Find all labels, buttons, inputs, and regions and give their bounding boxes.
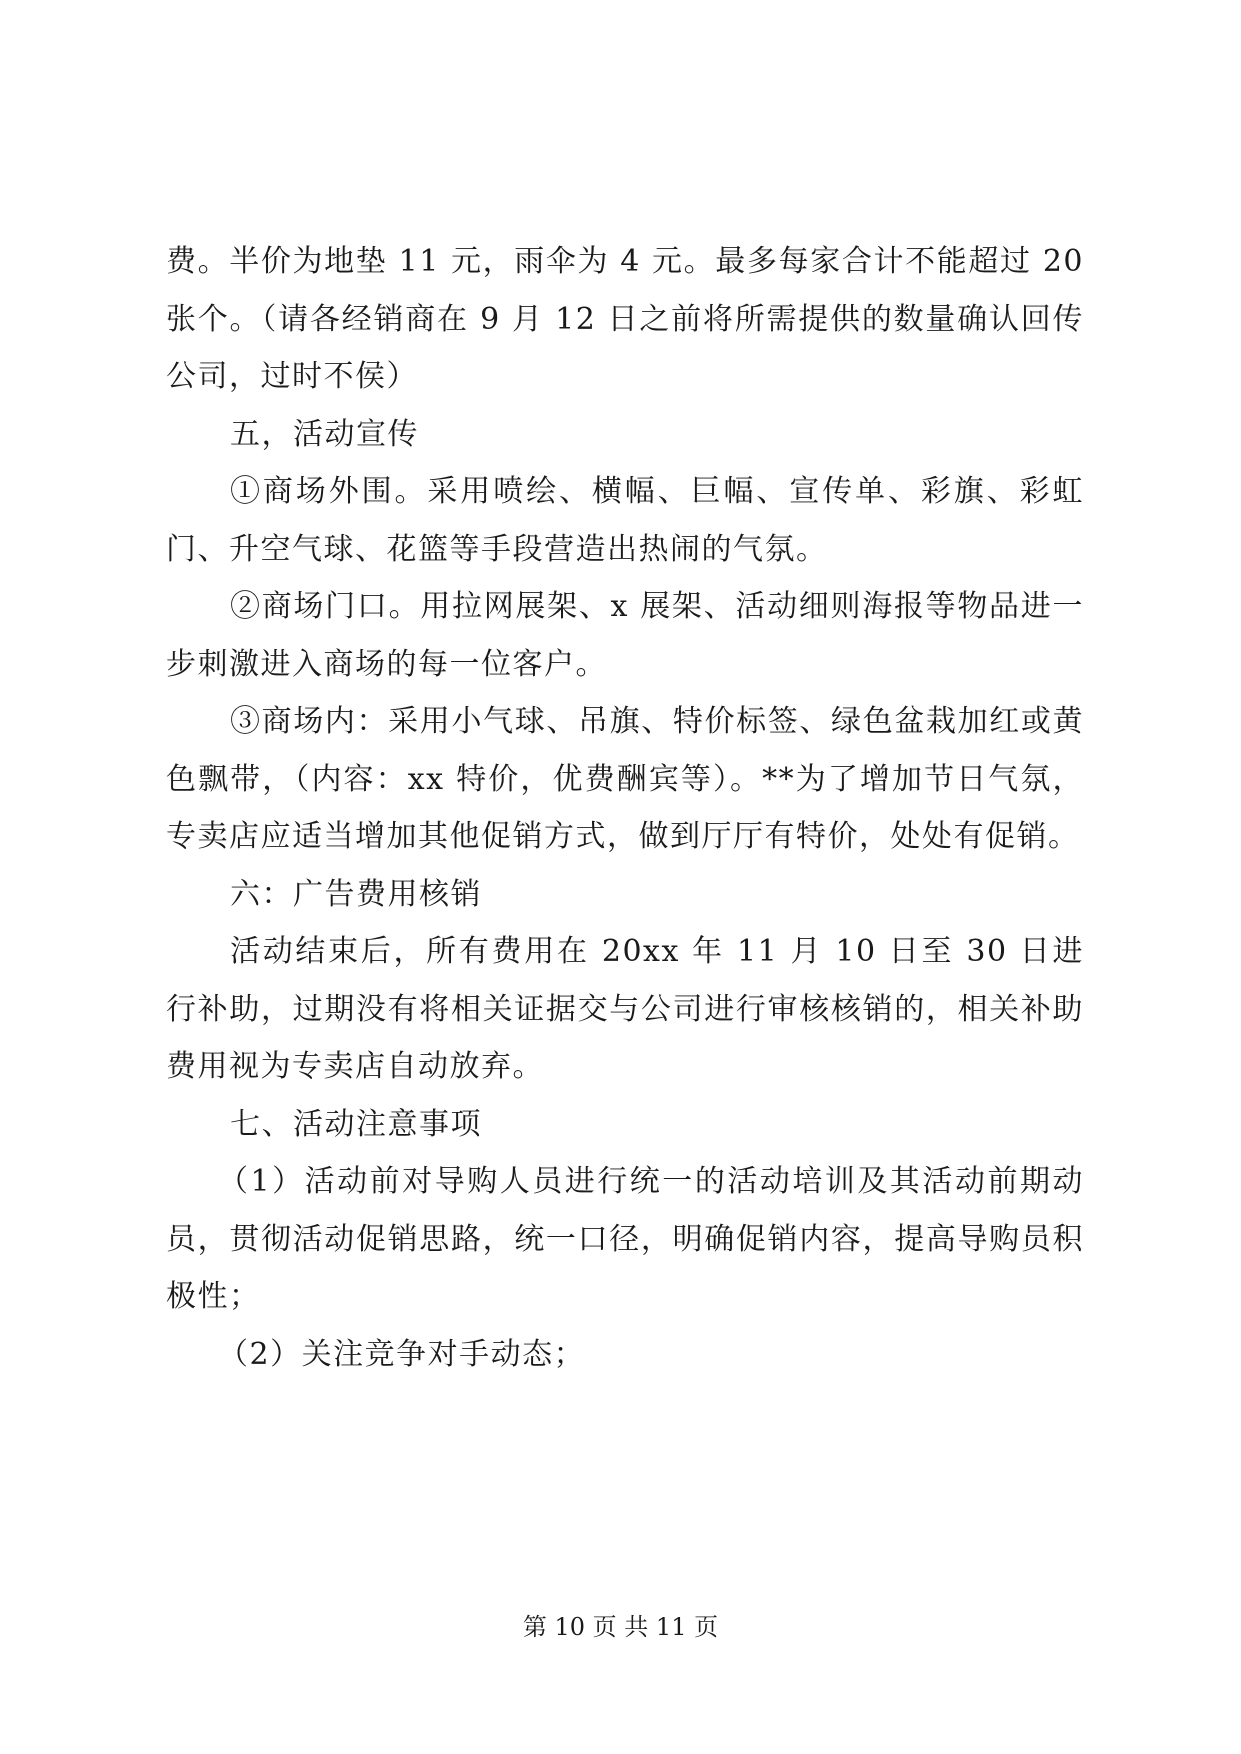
heading-activity-promotion: 五，活动宣传 <box>230 416 419 452</box>
paragraph-mall-interior: ③商场内：采用小气球、吊旗、特价标签、绿色盆栽加红或黄色飘带，（内容：xx 特价，优费酬宾等）。**为了增加节日气氛，专卖店应适当增加其他促销方式，做到厅厅有特价，处处有促销。 <box>166 704 1084 854</box>
page-footer <box>0 1612 1241 1642</box>
paragraph-mall-entrance: ②商场门口。用拉网展架、x 展架、活动细则海报等物品进一步刺激进入商场的每一位客户。 <box>166 589 1084 682</box>
paragraph-fee-continuation: 费。半价为地垫 11 元，雨伞为 4 元。最多每家合计不能超过 20 张个。（请各经销商在 9 月 12 日之前将所需提供的数量确认回传公司，过时不侯） <box>166 244 1084 394</box>
paragraph-mall-exterior: ①商场外围。采用喷绘、横幅、巨幅、宣传单、彩旗、彩虹门、升空气球、花篮等手段营造出热闹的气氛。 <box>166 474 1084 567</box>
page-number-label: 第 10 页 共 11 页 <box>522 1613 719 1641</box>
paragraph-note-1: （1）活动前对导购人员进行统一的活动培训及其活动前期动员，贯彻活动促销思路，统一口径，明确促销内容，提高导购员积极性； <box>166 1164 1084 1314</box>
heading-activity-notes: 七、活动注意事项 <box>230 1106 482 1142</box>
heading-ad-cost-writeoff: 六：广告费用核销 <box>230 876 482 912</box>
document-body <box>166 233 1084 1383</box>
paragraph-cost-subsidy: 活动结束后，所有费用在 20xx 年 11 月 10 日至 30 日进行补助，过期没有将相关证据交与公司进行审核核销的，相关补助费用视为专卖店自动放弃。 <box>166 934 1084 1084</box>
paragraph-note-2: （2）关注竞争对手动态； <box>218 1336 586 1372</box>
